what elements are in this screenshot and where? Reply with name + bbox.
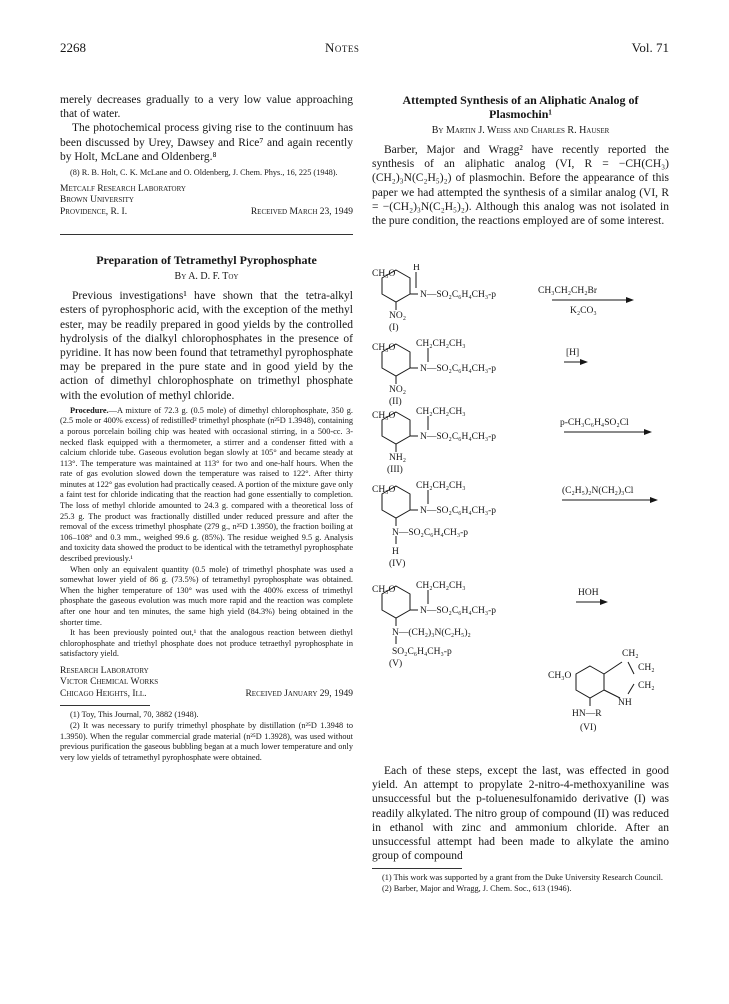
page-number: 2268 xyxy=(60,40,86,55)
sulfonamide-label: N—SO₂C₆H₄CH₃-p xyxy=(420,290,497,300)
article-title: Attempted Synthesis of an Aliphatic Analog of Plasmochin¹ xyxy=(402,93,639,121)
procedure-label: Procedure. xyxy=(70,405,109,415)
received-date: Received March 23, 1949 xyxy=(250,206,353,217)
reagent-label: p-CH₃C₆H₄SO₂Cl xyxy=(560,418,629,428)
compound-label: (VI) xyxy=(580,723,597,733)
methoxy-label: CH₃O xyxy=(372,269,396,279)
affiliation-line: Brown University xyxy=(60,195,134,206)
right-column-lower xyxy=(372,764,669,895)
amino-label: NH₂ xyxy=(389,453,407,463)
propyl-label: CH₂CH₂CH₃ xyxy=(416,339,466,349)
h-label: H xyxy=(392,547,399,557)
affiliation-city: Providence, R. I. xyxy=(60,206,128,217)
methoxy-label: CH₃O xyxy=(372,411,396,421)
received-date: Received January 29, 1949 xyxy=(245,688,353,699)
compound-label: (III) xyxy=(387,465,403,475)
affiliation-block-2 xyxy=(60,666,353,701)
footnote-1: (1) This work was supported by a grant from the Duke University Research Council. xyxy=(382,873,663,883)
body-paragraph: Barber, Major and Wragg² have recently reported the synthesis of an aliphatic analog (VI, R = −CH(CH₃)(CH₂)₃N(C₂H₅)₂) of plasmochin. Before the appearance of this paper we had attempted the synthesis of a similar analog (VI, R = −(CH₂)₃N(C₂H₅)₂). Although this analog was not isolated in the pure condition, the reactions employed are of some interest. xyxy=(372,144,669,228)
nh-label: NH xyxy=(618,698,632,708)
compound-label: (I) xyxy=(389,323,399,333)
body-paragraph: When only an equivalent quantity (0.5 mole) of trimethyl phosphate was used a somewhat lower yield of 86 g. (73.5%) of tetramethyl pyrophosphate was obtained. When the higher temperature of 130° was used with the 400% excess of trimethyl phosphate the gaseous evolution was much more rapid and the reaction was complete after one hour and ten minutes, the same high yield (84.3%) being obtained in the shorter time. xyxy=(60,564,353,627)
nitro-label: NO₂ xyxy=(389,385,407,395)
sulfonamide-label: N—SO₂C₆H₄CH₃-p xyxy=(420,506,497,516)
nitro-label: NO₂ xyxy=(389,311,407,321)
n-chain-label: N—(CH₂)₃N(C₂H₅)₂ xyxy=(392,628,471,638)
sulfonamide-label: N—SO₂C₆H₄CH₃-p xyxy=(420,606,497,616)
propyl-label: CH₂CH₂CH₃ xyxy=(416,481,466,491)
right-column xyxy=(372,93,669,228)
scheme-drawing xyxy=(372,264,669,754)
footnote-8: (8) R. B. Holt, C. K. McLane and O. Oldenberg, J. Chem. Phys., 16, 225 (1948). xyxy=(70,168,338,178)
procedure-text: —A mixture of 72.3 g. (0.5 mole) of dimethyl chlorophosphate, 350 g. (2.5 mole or 400% excess) of redistilled² trimethyl phosphate (n²⁵D 1.3948), containing a porous porcelain boiling chip was heated with occasional stirring, in a 500-cc. 3-necked flask equipped with a thermometer, a stirrer and a condenser fitted with a calcium chloride tube. Gaseous evolution began slowly at 105° and became steady at 113°. The temperature was maintained at 113° for two and one-half hours. When the rate of gas evolution slowed down the temperature was raised to 122°. After thirty minutes at 122° gas evolution had practically ceased. A portion of the mixture gave only a faint test for chloride indicating that the reaction had gone essentially to completion. The loss of methyl chloride amounted to 24.3 g. compared with a theoretical loss of 25.3 g. The product was fractionally distilled under reduced pressure and after the removal of the excess trimethyl phosphate (279 g., n²⁵D 1.3950), the fraction boiling at 106–108° and 0.3 mm., weighed 99.6 g. (85%). The residue weighed 9.5 g. Analysis and toxicity data showed the product to be identical with the tetramethyl pyrophosphate described previously.¹ xyxy=(60,405,353,564)
methoxy-label: CH₃O xyxy=(548,671,572,681)
affiliation-line: Victor Chemical Works xyxy=(60,677,159,688)
affiliation-line: Metcalf Research Laboratory xyxy=(60,183,186,194)
article-byline: By A. D. F. Toy xyxy=(174,271,239,283)
reagent-label: K₂CO₃ xyxy=(570,306,597,316)
article-byline: By Martin J. Weiss and Charles R. Hauser xyxy=(431,125,610,136)
propyl-label: CH₂CH₂CH₃ xyxy=(416,407,466,417)
left-column xyxy=(60,93,353,763)
body-paragraph: It has been previously pointed out,¹ that the analogous reaction between diethyl chlorophosphate and triethyl phosphate does not produce tetraethyl pyrophosphate in satisfactory yield. xyxy=(60,628,353,659)
n-tosyl-label: N—SO₂C₆H₄CH₃-p xyxy=(392,528,469,538)
intro-paragraph-end: merely decreases gradually to a very low value approaching that of water. xyxy=(60,94,353,121)
methoxy-label: CH₃O xyxy=(372,485,396,495)
ch2-label: CH₂ xyxy=(638,663,655,673)
hn-r-label: HN—R xyxy=(572,709,602,719)
h-label: H xyxy=(413,264,420,273)
article-title: Preparation of Tetramethyl Pyrophosphate xyxy=(96,253,317,268)
ch2-label: CH₂ xyxy=(638,681,655,691)
methoxy-label: CH₃O xyxy=(372,343,396,353)
section-divider xyxy=(60,234,353,235)
methoxy-label: CH₃O xyxy=(372,585,396,595)
sulfonamide-label: N—SO₂C₆H₄CH₃-p xyxy=(420,432,497,442)
body-paragraph: Previous investigations¹ have shown that the tetra-alkyl esters of pyrophosphoric acid, with the exception of the methyl ester, may be readily prepared in good yields by the controlled hydrolysis of the dialkyl chlorophosphates in the presence of pyridine. It has now been found that tetramethyl pyrophosphate may be prepared in the pure state and in good yield by the action of dimethyl chlorophosphate on trimethyl phosphate with the evolution of methyl chloride. xyxy=(60,290,353,402)
compound-label: (V) xyxy=(389,659,403,669)
sulfonamide-label: N—SO₂C₆H₄CH₃-p xyxy=(420,364,497,374)
reagent-label: (C₂H₅)₂N(CH₂)₃Cl xyxy=(562,486,634,496)
volume-label: Vol. 71 xyxy=(631,40,669,55)
footnote-2: (2) Barber, Major and Wragg, J. Chem. Soc., 613 (1946). xyxy=(382,884,572,894)
footnote-2: (2) It was necessary to purify trimethyl phosphate by distillation (n²⁵D 1.3948 to 1.3950). When the regular commercial grade material (n²⁵D 1.3928), was used without previous purification the gaseous bubbling began at a much lower temperature and only very low yields of tetramethyl pyrophosphate were obtained. xyxy=(60,721,353,762)
reagent-label: [H] xyxy=(566,348,580,358)
reagent-label: CH₃CH₂CH₂Br xyxy=(538,286,598,296)
affiliation-block-1 xyxy=(60,184,353,219)
ch2-label: CH₂ xyxy=(622,649,639,659)
tosyl-label: SO₂C₆H₄CH₃-p xyxy=(392,647,452,657)
propyl-label: CH₂CH₂CH₃ xyxy=(416,581,466,591)
running-head: Notes xyxy=(325,40,360,55)
affiliation-city: Chicago Heights, Ill. xyxy=(60,688,147,699)
body-paragraph: Each of these steps, except the last, was effected in good yield. An attempt to propylate 2-nitro-4-methoxyaniline was unsuccessful but the p-toluenesulfonamido derivative (I) was readily alkylated. The nitro group of compound (II) was reduced in ethanol with zinc and ammonium chloride. After an unsuccessful attempt had been made to alkylate the amino group of compound xyxy=(372,765,669,863)
footnote-rule xyxy=(372,868,462,869)
reaction-scheme xyxy=(372,264,669,754)
footnote-1: (1) Toy, This Journal, 70, 3882 (1948). xyxy=(70,710,199,720)
intro-paragraph: The photochemical process giving rise to the continuum has been discussed by Urey, Dawsey and Rice⁷ and again recently by Holt, McLane and Oldenberg.⁸ xyxy=(60,122,353,163)
footnote-rule xyxy=(60,705,150,706)
compound-label: (IV) xyxy=(389,559,406,569)
procedure-paragraph xyxy=(60,406,353,565)
affiliation-line: Research Laboratory xyxy=(60,665,149,676)
reagent-label: HOH xyxy=(578,588,599,598)
page-header xyxy=(60,40,669,58)
compound-label: (II) xyxy=(389,397,402,407)
